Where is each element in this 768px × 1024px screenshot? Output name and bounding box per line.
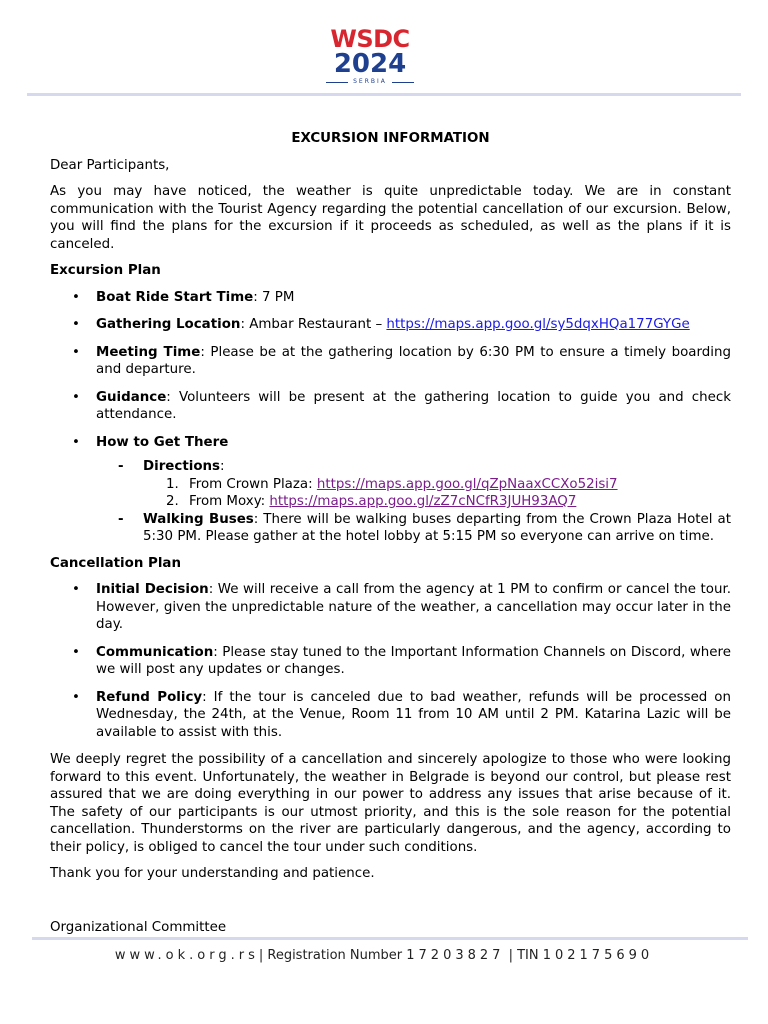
walking-label: Walking Buses bbox=[143, 511, 254, 527]
meeting-text: : Please be at the gathering location by 6:30 PM to ensure a timely boarding and departure. bbox=[96, 344, 731, 377]
list-item bbox=[50, 689, 731, 742]
directions-item bbox=[50, 458, 731, 476]
refund-policy-text: : If the tour is canceled due to bad weather, refunds will be processed on Wednesday, the 24th, at the Venue, Room 11 from 10 AM until 2 PM. Katarina Lazic will be available to assist with this. bbox=[96, 689, 731, 740]
item-number: 2. bbox=[166, 494, 179, 509]
boat-text: : 7 PM bbox=[253, 289, 295, 305]
footer-registration-label: | Registration Number bbox=[258, 948, 407, 963]
list-item bbox=[50, 316, 731, 334]
header-divider bbox=[27, 93, 741, 96]
footer-website: www.ok.org.rs bbox=[114, 948, 259, 963]
dir2-text: From Moxy: bbox=[189, 494, 270, 509]
footer-tin-label: | TIN bbox=[504, 948, 543, 963]
signature: Organizational Committee bbox=[50, 919, 227, 935]
dash-marker: - bbox=[118, 459, 124, 474]
list-item bbox=[50, 581, 731, 634]
thanks-line: Thank you for your understanding and patience. bbox=[50, 866, 375, 881]
list-item bbox=[50, 644, 731, 679]
directions-colon: : bbox=[220, 459, 225, 474]
boat-label: Boat Ride Start Time bbox=[96, 289, 254, 305]
document-title: EXCURSION INFORMATION bbox=[291, 131, 490, 146]
list-item bbox=[50, 476, 731, 494]
cancellation-plan-heading: Cancellation Plan bbox=[50, 555, 181, 571]
directions-label: Directions bbox=[143, 459, 221, 474]
page-header bbox=[0, 0, 768, 100]
document-body bbox=[50, 130, 731, 936]
crown-plaza-map-link[interactable]: https://maps.app.goo.gl/qZpNaaxCCXo52isi7 bbox=[316, 476, 618, 492]
logo-wsdc-text: WSDC bbox=[330, 25, 410, 53]
excursion-plan-heading: Excursion Plan bbox=[50, 263, 161, 278]
closing-paragraph: We deeply regret the possibility of a cancellation and sincerely apologize to those who were looking forward to this event. Unfortunately, the weather in Belgrade is beyond our control, but please rest assured that we are doing everything in our power to address any issues that arise because of it. The safety of our participants is our utmost priority, and this is the sole reason for the potential cancellation. Thunderstorms on the river are particularly dangerous, and the agency, according to their policy, is obliged to cancel the tour under such conditions. bbox=[50, 752, 731, 855]
dash-marker: - bbox=[118, 511, 124, 527]
list-item bbox=[50, 289, 731, 307]
footer-registration-number: 17203827 bbox=[406, 948, 505, 963]
gathering-label: Gathering Location bbox=[96, 317, 241, 332]
footer-tin-number: 102175690 bbox=[542, 948, 654, 963]
guidance-label: Guidance bbox=[96, 389, 167, 405]
wsdc-logo bbox=[322, 26, 418, 90]
communication-text: : Please stay tuned to the Important Information Channels on Discord, where we will post any updates or changes. bbox=[96, 644, 731, 677]
excursion-plan-list bbox=[50, 289, 731, 452]
gathering-map-link[interactable]: https://maps.app.goo.gl/sy5dqxHQa177GYGe bbox=[386, 317, 690, 332]
greeting: Dear Participants, bbox=[50, 157, 170, 173]
communication-label: Communication bbox=[96, 644, 214, 660]
meeting-label: Meeting Time bbox=[96, 344, 201, 360]
page-footer bbox=[0, 947, 768, 965]
list-item bbox=[50, 389, 731, 424]
logo-line-right bbox=[392, 82, 414, 83]
list-item bbox=[50, 434, 731, 452]
guidance-text: : Volunteers will be present at the gathering location to guide you and check attendance. bbox=[96, 389, 731, 422]
cancellation-plan-list bbox=[50, 581, 731, 741]
item-number: 1. bbox=[166, 476, 179, 492]
intro-paragraph: As you may have noticed, the weather is quite unpredictable today. We are in constant communication with the Tourist Agency regarding the potential cancellation of our excursion. Below, you will find the plans for the excursion if it proceeds as scheduled, as well as the plans if it is canceled. bbox=[50, 184, 731, 252]
walking-text: : There will be walking buses departing from the Crown Plaza Hotel at 5:30 PM. Please gather at the hotel lobby at 5:15 PM so everyone can arrive on time. bbox=[143, 511, 731, 544]
logo-country-text: SERBIA bbox=[353, 78, 387, 85]
walking-buses-item bbox=[50, 511, 731, 546]
moxy-map-link[interactable]: https://maps.app.goo.gl/zZ7cNCfR3JUH93AQ7 bbox=[269, 494, 577, 509]
how-to-get-there-label: How to Get There bbox=[96, 434, 229, 450]
logo-year-text: 2024 bbox=[333, 49, 407, 79]
refund-policy-label: Refund Policy bbox=[96, 689, 203, 705]
footer-divider bbox=[32, 937, 748, 940]
dir1-text: From Crown Plaza: bbox=[189, 476, 317, 492]
list-item bbox=[50, 344, 731, 379]
list-item bbox=[50, 493, 731, 511]
initial-decision-label: Initial Decision bbox=[96, 582, 209, 597]
directions-list bbox=[50, 476, 731, 511]
initial-decision-text: : We will receive a call from the agency at 1 PM to confirm or cancel the tour. However, given the unpredictable nature of the weather, a cancellation may occur later in the day. bbox=[96, 582, 732, 632]
gathering-text: : Ambar Restaurant – bbox=[240, 317, 387, 332]
